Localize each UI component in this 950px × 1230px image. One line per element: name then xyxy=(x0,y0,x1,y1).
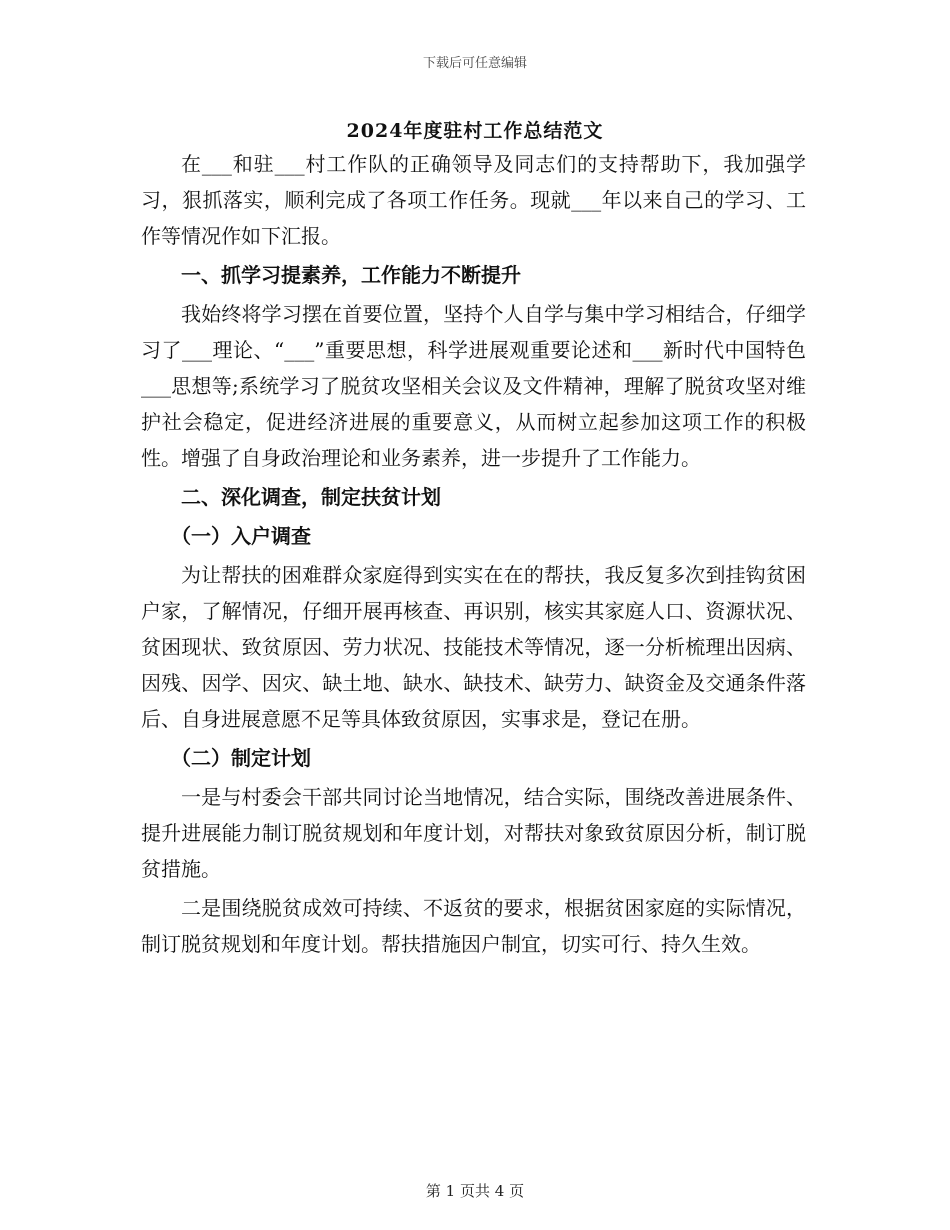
intro-paragraph: 在___和驻___村工作队的正确领导及同志们的支持帮助下，我加强学习，狠抓落实，顺利完成了各项工作任务。现就___年以来自己的学习、工作等情况作如下汇报。 xyxy=(141,152,806,248)
section-1-heading: 一、抓学习提素养，工作能力不断提升 xyxy=(181,263,521,287)
subsection-2-paragraph-2: 二是围绕脱贫成效可持续、不返贫的要求，根据贫困家庭的实际情况，制订脱贫规划和年度计划。帮扶措施因户制宜，切实可行、持久生效。 xyxy=(141,896,806,956)
subsection-2-paragraph-1: 一是与村委会干部共同讨论当地情况，结合实际，围绕改善进展条件、提升进展能力制订脱贫规划和年度计划，对帮扶对象致贫原因分析，制订脱贫措施。 xyxy=(141,785,806,881)
document-title: 2024年度驻村工作总结范文 xyxy=(346,120,604,142)
subsection-2-heading: （二）制定计划 xyxy=(171,746,311,770)
section-2-heading: 二、深化调查，制定扶贫计划 xyxy=(181,485,441,509)
subsection-1-heading: （一）入户调查 xyxy=(171,524,311,548)
page-header-note: 下载后可任意编辑 xyxy=(422,56,527,71)
section-1-paragraph: 我始终将学习摆在首要位置，坚持个人自学与集中学习相结合，仔细学习了___理论、“___”重要思想，科学进展观重要论述和___新时代中国特色___思想等;系统学习了脱贫攻坚相关会议及文件精神，理解了脱贫攻坚对维护社会稳定，促进经济进展的重要意义，从而树立起参加这项工作的积极性。增强了自身政治理论和业务素养，进一步提升了工作能力。 xyxy=(141,302,806,470)
document-body xyxy=(141,146,806,962)
page-number: 第 1 页共 4 页 xyxy=(425,1182,525,1200)
subsection-1-paragraph: 为让帮扶的困难群众家庭得到实实在在的帮扶，我反复多次到挂钩贫困户家，了解情况，仔细开展再核查、再识别，核实其家庭人口、资源状况、贫困现状、致贫原因、劳力状况、技能技术等情况，逐一分析梳理出因病、因残、因学、因灾、缺土地、缺水、缺技术、缺劳力、缺资金及交通条件落后、自身进展意愿不足等具体致贫原因，实事求是，登记在册。 xyxy=(141,563,806,731)
